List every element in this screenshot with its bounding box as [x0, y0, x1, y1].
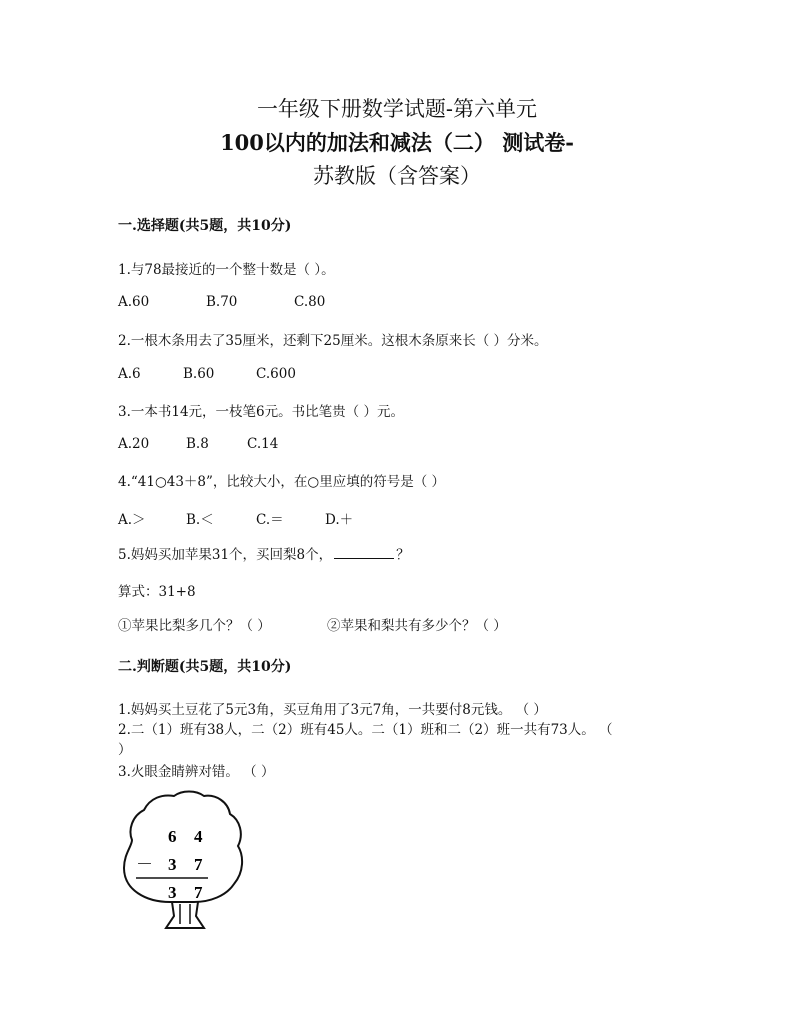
question-4: 4.“41○43＋8”，比较大小，在○里应填的符号是（ ） — [118, 474, 445, 490]
tree-minus-sign: － — [136, 855, 153, 874]
judge-2-cont: ） — [118, 742, 132, 758]
q5-choice-2: ②苹果和梨共有多少个？（ ） — [327, 618, 507, 634]
tree-result-tens: 3 — [168, 883, 177, 902]
q4-option-b: B.＜ — [186, 512, 214, 528]
page-title-line3: 苏教版（含答案） — [313, 164, 481, 188]
q4-option-c: C.＝ — [256, 512, 284, 528]
q1-option-b: B.70 — [206, 294, 238, 310]
tree-subtraction-figure — [118, 790, 248, 935]
judge-2: 2.二（1）班有38人，二（2）班有45人。二（1）班和二（2）班一共有73人。 （ — [118, 722, 613, 738]
q5-formula: 算式：31+8 — [118, 584, 196, 600]
section2-heading: 二.判断题(共5题，共10分) — [118, 659, 292, 675]
q3-option-c: C.14 — [247, 436, 279, 452]
question-1: 1.与78最接近的一个整十数是（ ）。 — [118, 262, 335, 278]
q5-text-after: ？ — [396, 547, 410, 563]
q5-blank — [334, 546, 394, 559]
tree-row2-tens: 3 — [168, 855, 177, 874]
tree-row1-ones: 4 — [194, 827, 203, 846]
q2-option-c: C.600 — [256, 366, 296, 382]
q2-option-b: B.60 — [183, 366, 215, 382]
page-title-line1: 一年级下册数学试题-第六单元 — [256, 97, 538, 121]
q4-option-a: A.＞ — [118, 512, 146, 528]
q5-text-before: 5.妈妈买加苹果31个，买回梨8个， — [118, 547, 333, 563]
q2-option-a: A.6 — [118, 366, 141, 382]
tree-row1-tens: 6 — [168, 827, 177, 846]
judge-3: 3.火眼金睛辨对错。 （ ） — [118, 764, 275, 780]
q3-option-a: A.20 — [118, 436, 150, 452]
q4-option-d: D.＋ — [325, 512, 354, 528]
question-3: 3.一本书14元，一枝笔6元。书比笔贵（ ）元。 — [118, 404, 404, 420]
tree-trunk — [166, 902, 204, 928]
tree-crown-outline — [124, 792, 242, 903]
q5-choice-1: ①苹果比梨多几个？（ ） — [118, 618, 271, 634]
judge-1: 1.妈妈买土豆花了5元3角，买豆角用了3元7角，一共要付8元钱。 （ ） — [118, 702, 547, 718]
page-title-line2: 100以内的加法和减法（二） 测试卷- — [220, 130, 574, 155]
tree-row2-ones: 7 — [194, 855, 203, 874]
q1-option-a: A.60 — [118, 294, 150, 310]
section1-heading: 一.选择题(共5题，共10分) — [118, 218, 292, 234]
question-5 — [118, 543, 410, 563]
q3-option-b: B.8 — [186, 436, 209, 452]
question-2: 2.一根木条用去了35厘米，还剩下25厘米。这根木条原来长（ ）分米。 — [118, 333, 548, 349]
q1-option-c: C.80 — [294, 294, 326, 310]
tree-result-ones: 7 — [194, 883, 203, 902]
